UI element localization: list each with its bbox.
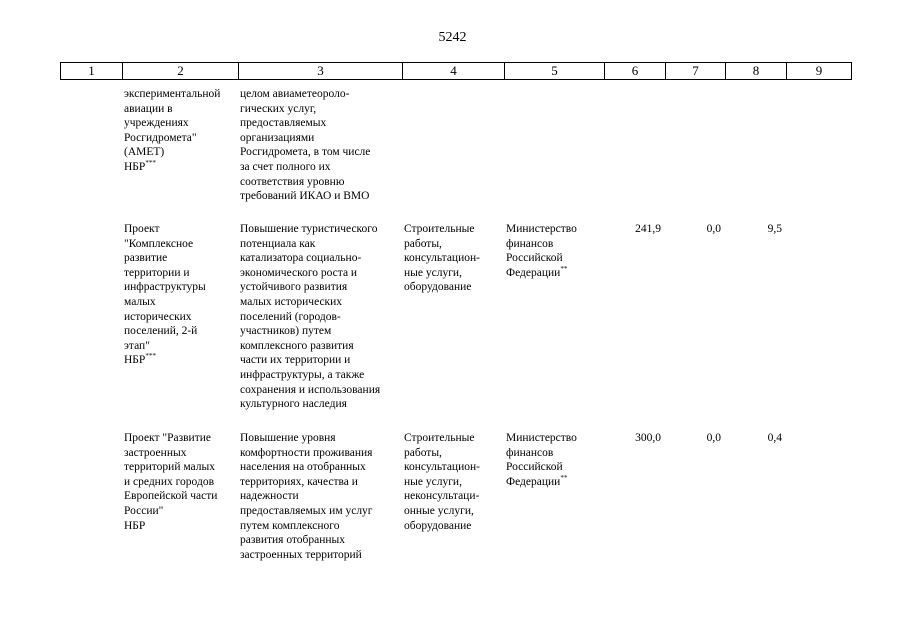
text-line: культурного наследия <box>240 398 347 411</box>
bank-abbreviation: НБР <box>124 160 146 173</box>
text-line: "Комплексное <box>124 237 194 250</box>
text-line: НБР <box>124 519 146 532</box>
footnote-marker: *** <box>145 159 156 168</box>
executor-name: Федерации <box>506 475 561 488</box>
text-line: за счет полного их <box>240 160 331 173</box>
text-line: России" <box>124 504 164 517</box>
text-line <box>124 160 220 175</box>
column-header-2: 2 <box>123 63 239 80</box>
page-number: 5242 <box>438 30 467 45</box>
text-line: исторических <box>124 310 192 323</box>
text-line: неконсультаци- <box>404 490 480 503</box>
column-header-8: 8 <box>726 63 787 80</box>
text-line: предоставляемых <box>240 117 327 130</box>
row-3-procurement-type <box>404 431 480 533</box>
text-line: целом авиаметеороло- <box>240 88 350 100</box>
text-line: предоставляемых им услуг <box>240 504 373 517</box>
text-line: населения на отобранных <box>240 461 366 474</box>
text-line: части их территории и <box>240 354 351 367</box>
text-line: организациями <box>240 131 315 144</box>
text-line: Российской <box>506 252 563 265</box>
executor-name: Федерации <box>506 266 561 279</box>
text-line: (АМЕТ) <box>124 146 165 159</box>
row-2-executor <box>506 222 577 280</box>
text-line: работы, <box>404 237 442 250</box>
text-line: авиации в <box>124 102 173 115</box>
text-line: Министерство <box>506 223 577 235</box>
text-line: онные услуги, <box>404 504 474 517</box>
column-header-3: 3 <box>239 63 403 80</box>
text-line: Повышение уровня <box>240 432 336 444</box>
text-line: Росгидромета, в том числе <box>240 146 371 159</box>
text-line: оборудование <box>404 281 472 294</box>
text-line: потенциала как <box>240 237 316 250</box>
text-line: этап" <box>124 339 150 352</box>
text-line <box>506 266 577 281</box>
text-line: консультацион- <box>404 461 480 474</box>
text-line: и средних городов <box>124 475 215 488</box>
text-line: консультацион- <box>404 252 480 265</box>
text-line: экспериментальной <box>124 88 221 100</box>
text-line: устойчивого развития <box>240 281 348 294</box>
row-2-procurement-type <box>404 222 480 295</box>
text-line: инфраструктуры, а также <box>240 368 365 381</box>
text-line: Европейской части <box>124 490 218 503</box>
text-line: комплексного развития <box>240 339 354 352</box>
column-header-5: 5 <box>505 63 605 80</box>
footnote-marker: ** <box>560 264 568 273</box>
text-line: гических услуг, <box>240 102 317 115</box>
text-line: малых исторических <box>240 295 343 308</box>
text-line: Российской <box>506 461 563 474</box>
text-line: территориях, качества и <box>240 475 358 488</box>
text-line: надежности <box>240 490 299 503</box>
text-line: малых <box>124 295 156 308</box>
text-line: Росгидромета" <box>124 131 197 144</box>
text-line: застроенных <box>124 446 187 459</box>
text-line: инфраструктуры <box>124 281 206 294</box>
text-line: соответствия уровню <box>240 175 345 188</box>
text-line: территорий малых <box>124 461 215 474</box>
text-line: работы, <box>404 446 442 459</box>
text-line: участников) путем <box>240 325 332 338</box>
text-line: Проект "Развитие <box>124 432 211 444</box>
row-3-col8-value: 0,4 <box>767 432 782 444</box>
row-2-col8-value: 9,5 <box>767 223 782 235</box>
row-3-col6-value: 300,0 <box>635 432 661 444</box>
text-line: застроенных территорий <box>240 548 362 561</box>
column-header-6: 6 <box>605 63 666 80</box>
column-header-7: 7 <box>666 63 726 80</box>
row-3-project-goal <box>240 431 373 562</box>
text-line: путем комплексного <box>240 519 340 532</box>
column-header-4: 4 <box>403 63 505 80</box>
text-line: Проект <box>124 223 160 235</box>
text-line: сохранения и использования <box>240 383 381 396</box>
text-line: финансов <box>506 237 554 250</box>
footnote-marker: ** <box>560 473 568 482</box>
text-line: Строительные <box>404 432 475 444</box>
text-line: финансов <box>506 446 554 459</box>
row-2-project-goal <box>240 222 380 412</box>
text-line: Повышение туристического <box>240 223 378 235</box>
text-line <box>124 353 206 368</box>
text-line: требований ИКАО и ВМО <box>240 190 370 203</box>
row-1-project-name <box>124 87 220 175</box>
row-1-project-goal <box>240 87 370 204</box>
text-line <box>506 475 577 490</box>
text-line: развития отобранных <box>240 534 346 547</box>
column-header-1: 1 <box>61 63 123 80</box>
text-line: комфортности проживания <box>240 446 373 459</box>
row-3-project-name <box>124 431 217 533</box>
text-line: Строительные <box>404 223 475 235</box>
row-2-col7-value: 0,0 <box>706 223 721 235</box>
row-3-col7-value: 0,0 <box>706 432 721 444</box>
row-3-executor <box>506 431 577 489</box>
text-line: поселений, 2-й <box>124 325 198 338</box>
column-header-9: 9 <box>787 63 852 80</box>
text-line: учреждениях <box>124 117 189 130</box>
text-line: развитие <box>124 252 168 265</box>
text-line: катализатора социально- <box>240 252 362 265</box>
text-line: оборудование <box>404 519 472 532</box>
text-line: экономического роста и <box>240 266 358 279</box>
text-line: ные услуги, <box>404 266 462 279</box>
text-line: поселений (городов- <box>240 310 341 323</box>
bank-abbreviation: НБР <box>124 354 146 367</box>
row-2-project-name <box>124 222 206 368</box>
text-line: ные услуги, <box>404 475 462 488</box>
text-line: Министерство <box>506 432 577 444</box>
column-header-row <box>60 62 852 80</box>
footnote-marker: *** <box>145 352 156 361</box>
text-line: территории и <box>124 266 190 279</box>
row-2-col6-value: 241,9 <box>635 223 661 235</box>
